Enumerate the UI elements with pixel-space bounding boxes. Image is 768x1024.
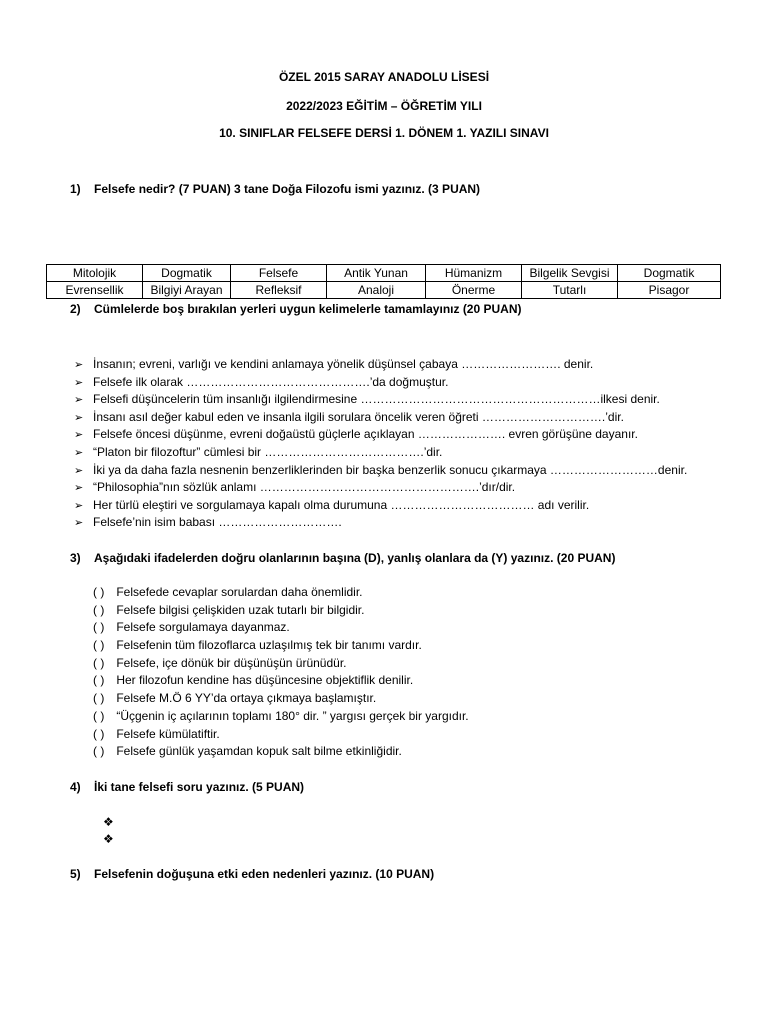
fill-in-item	[74, 391, 687, 409]
arrow-bullet-icon: ➢	[74, 411, 84, 424]
arrow-bullet-icon: ➢	[74, 376, 84, 389]
word-row	[47, 282, 721, 299]
question-4	[70, 780, 304, 794]
academic-year: 2022/2023 EĞİTİM – ÖĞRETİM YILI	[286, 99, 482, 113]
true-false-item	[93, 637, 469, 655]
word-cell: Bilgiyi Arayan	[143, 282, 231, 299]
word-cell: Önerme	[426, 282, 522, 299]
fill-in-text: “Platon bir filozoftur” cümlesi bir ………………………………….’dir.	[93, 444, 443, 459]
statement-text: Her filozofun kendine has düşüncesine objektiflik denilir.	[116, 673, 414, 688]
fill-in-text: İki ya da daha fazla nesnenin benzerliklerinden bir başka benzerlik sonucu çıkarmaya ………………………denir.	[93, 462, 688, 477]
word-cell: Refleksif	[231, 282, 327, 299]
word-cell: Mitolojik	[47, 265, 143, 282]
answer-blank: ( )	[93, 691, 105, 706]
word-row	[47, 265, 721, 282]
word-cell: Analoji	[327, 282, 426, 299]
fill-in-item	[74, 462, 687, 480]
word-cell: Antik Yunan	[327, 265, 426, 282]
question-number: 2)	[70, 302, 81, 316]
question-text: Aşağıdaki ifadelerden doğru olanlarının başına (D), yanlış olanlara da (Y) yazınız. (20 PUAN)	[94, 551, 616, 565]
word-cell: Felsefe	[231, 265, 327, 282]
statement-text: Felsefenin tüm filozoflarca uzlaşılmış tek bir tanımı vardır.	[116, 638, 422, 653]
fill-in-text: Felsefe’nin isim babası ………………………….	[93, 515, 342, 530]
fill-in-item	[74, 444, 687, 462]
question-1	[70, 182, 480, 196]
school-name: ÖZEL 2015 SARAY ANADOLU LİSESİ	[278, 70, 490, 84]
answer-blank: ( )	[93, 585, 105, 599]
statement-text: Felsefe günlük yaşamdan kopuk salt bilme etkinliğidir.	[116, 744, 402, 759]
question-text: İki tane felsefi soru yazınız. (5 PUAN)	[94, 780, 305, 794]
answer-blank: ( )	[93, 655, 105, 670]
arrow-bullet-icon: ➢	[74, 499, 84, 512]
word-cell: Hümanizm	[426, 265, 522, 282]
statement-text: Felsefe sorgulamaya dayanmaz.	[116, 620, 290, 635]
word-cell: Pisagor	[618, 282, 721, 299]
answer-blank: ( )	[93, 673, 105, 688]
answer-blank: ( )	[93, 708, 105, 723]
word-cell: Dogmatik	[143, 265, 231, 282]
arrow-bullet-icon: ➢	[74, 359, 84, 371]
fill-in-item	[74, 497, 687, 515]
fill-in-item	[74, 479, 687, 497]
question-5	[70, 867, 434, 881]
question-number: 4)	[70, 780, 81, 794]
question-text: Felsefenin doğuşuna etki eden nedenleri yazınız. (10 PUAN)	[94, 867, 435, 881]
fill-in-text: Felsefi düşüncelerin tüm insanlığı ilgilendirmesine ……………………………………………………ilkesi denir.	[93, 392, 660, 407]
statement-text: Felsefede cevaplar sorulardan daha önemlidir.	[116, 585, 363, 599]
fill-in-item	[74, 356, 687, 374]
true-false-item	[93, 708, 469, 726]
word-cell: Dogmatik	[618, 265, 721, 282]
question-number: 3)	[70, 551, 81, 565]
answer-blank: ( )	[93, 726, 105, 741]
arrow-bullet-icon: ➢	[74, 429, 84, 442]
question-number: 5)	[70, 867, 81, 881]
fill-in-text: İnsanın; evreni, varlığı ve kendini anlamaya yönelik düşünsel çabaya ……………………. denir.	[93, 357, 594, 371]
answer-blank: ( )	[93, 638, 105, 653]
answer-bullet-2: ❖	[103, 832, 114, 846]
fill-in-text: Felsefe ilk olarak ……………………………………….’da doğmuştur.	[93, 374, 449, 389]
question-2	[70, 302, 522, 316]
arrow-bullet-icon: ➢	[74, 482, 84, 495]
statement-text: Felsefe kümülatiftir.	[116, 726, 220, 741]
question-text: Felsefe nedir? (7 PUAN) 3 tane Doğa Filozofu ismi yazınız. (3 PUAN)	[94, 182, 481, 196]
true-false-item	[93, 655, 469, 673]
arrow-bullet-icon: ➢	[74, 517, 84, 530]
true-false-item	[93, 602, 469, 620]
question-3	[70, 551, 615, 565]
fill-in-item	[74, 514, 687, 532]
question-number: 1)	[70, 182, 81, 196]
statement-text: Felsefe bilgisi çelişkiden uzak tutarlı bir bilgidir.	[116, 602, 365, 617]
true-false-item	[93, 743, 469, 761]
answer-blank: ( )	[93, 620, 105, 635]
arrow-bullet-icon: ➢	[74, 394, 84, 407]
answer-bullet-1: ❖	[103, 815, 114, 829]
true-false-item	[93, 619, 469, 637]
statement-text: Felsefe, içe dönük bir düşünüşün ürünüdür.	[116, 655, 347, 670]
arrow-bullet-icon: ➢	[74, 464, 84, 477]
fill-in-text: İnsanı asıl değer kabul eden ve insanla ilgili sorulara öncelik veren öğreti ………………………….’dir.	[93, 409, 624, 424]
word-cell: Tutarlı	[522, 282, 618, 299]
fill-in-text: “Philosophia”nın sözlük anlamı ……………………………………………….’dır/dir.	[93, 480, 516, 495]
word-bank-table	[46, 264, 721, 299]
answer-blank: ( )	[93, 602, 105, 617]
fill-in-item	[74, 426, 687, 444]
arrow-bullet-icon: ➢	[74, 446, 84, 459]
fill-in-item	[74, 409, 687, 427]
true-false-item	[93, 584, 469, 602]
question-text: Cümlelerde boş bırakılan yerleri uygun kelimelerle tamamlayınız (20 PUAN)	[94, 302, 522, 316]
word-cell: Bilgelik Sevgisi	[522, 265, 618, 282]
true-false-item	[93, 690, 469, 708]
exam-title: 10. SINIFLAR FELSEFE DERSİ 1. DÖNEM 1. YAZILI SINAVI	[219, 126, 549, 140]
word-cell: Evrensellik	[47, 282, 143, 299]
fill-in-text: Felsefe öncesi düşünme, evreni doğaüstü güçlerle açıklayan …………………. evren görüşüne dayanır.	[93, 427, 638, 442]
answer-blank: ( )	[93, 744, 105, 759]
true-false-item	[93, 672, 469, 690]
true-false-item	[93, 726, 469, 744]
statement-text: “Üçgenin iç açılarının toplamı 180° dir. ” yargısı gerçek bir yargıdır.	[116, 708, 469, 723]
fill-in-item	[74, 374, 687, 392]
fill-in-list	[74, 356, 687, 532]
statement-text: Felsefe M.Ö 6 YY’da ortaya çıkmaya başlamıştır.	[116, 691, 377, 706]
fill-in-text: Her türlü eleştiri ve sorgulamaya kapalı olma durumuna ……………………………… adı verilir.	[93, 497, 590, 512]
true-false-list	[93, 584, 469, 761]
